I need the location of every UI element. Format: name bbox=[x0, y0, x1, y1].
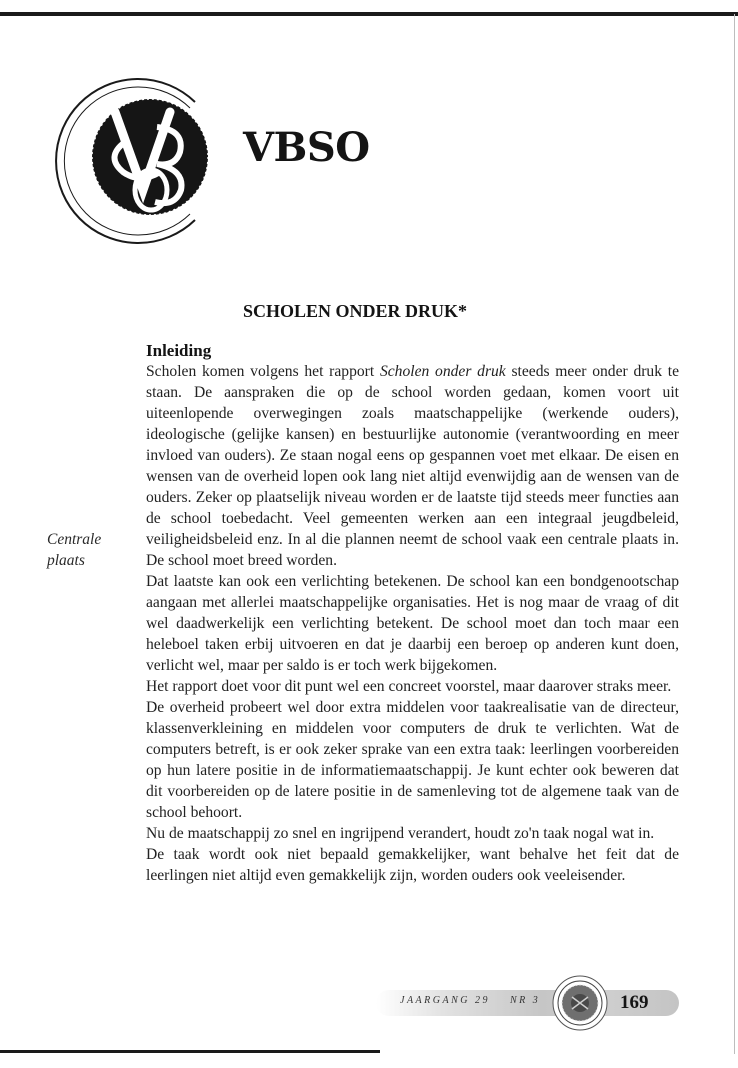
bottom-rule bbox=[0, 1050, 380, 1053]
report-title: Scholen onder druk bbox=[379, 363, 506, 380]
intro-paragraph bbox=[146, 361, 679, 571]
section-subheading: Inleiding bbox=[146, 341, 212, 360]
round-seal-icon bbox=[552, 975, 608, 1031]
intro-text-continued: steeds meer onder druk te staan. De aanspraken die op de school worden gedaan, komen voort uit uiteenlopende overwegingen zoals maatschappelijke (werkende ouders), ideologische (gelijke kansen) en bestuurlijke autonomie (verantwoording en meer invloed van ouders). Ze staan nogal eens op gespannen voet met elkaar. De eisen en wensen van de overheid lopen ook lang niet altijd evenwijdig aan de wensen van de ouders. Zeker op plaatselijk niveau worden er de laatste tijd steeds meer functies aan de school toebedacht. Veel gemeenten werken aan een integraal jeugdbeleid, veiligheidsbeleid enz. In al die plannen neemt de school vaak een centrale plaats in. De school moet breed worden. bbox=[146, 363, 680, 569]
margin-note bbox=[47, 529, 137, 571]
intro-text: Scholen komen volgens het rapport bbox=[146, 363, 380, 380]
section-title: VBSO bbox=[243, 124, 370, 171]
article-title: SCHOLEN ONDER DRUK* bbox=[243, 301, 468, 321]
article-body bbox=[146, 340, 679, 886]
vbso-logo-icon bbox=[45, 72, 220, 247]
body-paragraph: Dat laatste kan ook een verlichting betekenen. De school kan een bondgenootschap aangaan met allerlei maatschappelijke organisaties. Het is nog maar de vraag of dit wel daadwerkelijk een verlichting betekent. De school moet dan toch maar een heleboel taken erbij uitvoeren en dat je daarbij een beroep op anderen kunt doen, verlicht wel, maar per saldo is er toch werk bijgekomen. bbox=[146, 573, 679, 674]
top-rule bbox=[0, 12, 738, 16]
body-paragraph: Nu de maatschappij zo snel en ingrijpend verandert, houdt zo'n taak nogal wat in. bbox=[146, 825, 655, 842]
journal-volume: JAARGANG 29 bbox=[400, 995, 490, 1006]
page-number: 169 bbox=[620, 992, 649, 1013]
margin-note-line: plaats bbox=[47, 552, 85, 569]
issue-number: NR 3 bbox=[510, 995, 541, 1006]
body-paragraph: De overheid probeert wel door extra middelen voor taakrealisatie van de directeur, klassenverkleining en middelen voor computers de druk te verlichten. Wat de computers betreft, is er ook zeker sprake van een extra taak: leerlingen voorbereiden op hun latere positie in de informatiemaatschappij. Je kunt echter ook beweren dat dit voorbereiden op de latere positie in de samenleving tot de algemene taak van de school behoort. bbox=[146, 699, 679, 821]
body-paragraph: De taak wordt ook niet bepaald gemakkelijker, want behalve het feit dat de leerlingen niet altijd even gemakkelijk zijn, worden ouders ook veeleisender. bbox=[146, 846, 679, 884]
body-paragraph: Het rapport doet voor dit punt wel een concreet voorstel, maar daarover straks meer. bbox=[146, 678, 672, 695]
margin-note-line: Centrale bbox=[47, 531, 102, 548]
page-edge bbox=[734, 14, 735, 1054]
